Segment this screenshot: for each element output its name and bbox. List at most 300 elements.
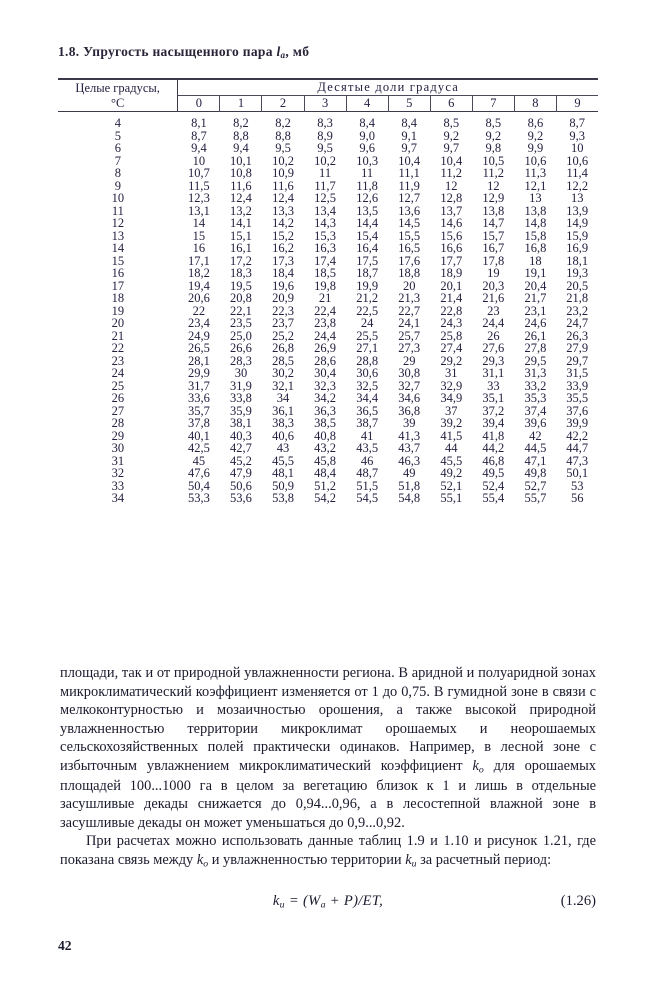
row-label: 4 — [114, 116, 122, 130]
table-cell: 23,5 — [230, 316, 252, 330]
table-row — [58, 217, 598, 230]
table-cell: 17,4 — [314, 253, 336, 268]
table-cell: 31,9 — [230, 378, 252, 393]
table-cell: 40,1 — [187, 428, 210, 443]
row-label: 32 — [111, 466, 125, 480]
table-cell: 31 — [445, 366, 458, 380]
table-cell: 20 — [402, 278, 416, 293]
table-cell: 18,4 — [272, 266, 294, 280]
table-cell: 28,3 — [230, 353, 252, 368]
table-cell: 29,9 — [187, 366, 210, 380]
table-cell: 14,4 — [356, 216, 379, 230]
table-cell: 49,5 — [482, 466, 505, 480]
table-cell: 47,9 — [230, 466, 252, 480]
row-label: 12 — [111, 216, 125, 230]
table-cell: 13,8 — [482, 203, 505, 218]
table-cell: 8,8 — [233, 128, 249, 143]
table-cell: 32,9 — [440, 378, 463, 393]
table-cell: 16,6 — [440, 241, 463, 255]
table-cell: 10,2 — [314, 153, 336, 168]
table-cell: 19,6 — [272, 278, 294, 293]
table-cell: 46,3 — [398, 453, 421, 468]
table-cell: 23 — [487, 303, 500, 318]
table-cell: 27,4 — [440, 341, 463, 355]
table-cell: 21,2 — [356, 291, 379, 305]
table-cell: 15,5 — [398, 228, 421, 243]
equation-wa-sub: a — [320, 899, 326, 911]
table-cell: 26 — [487, 328, 500, 343]
table-cell: 14 — [192, 216, 206, 230]
table-cell: 17,5 — [356, 253, 379, 268]
table-cell: 22,3 — [272, 303, 294, 318]
table-cell: 29 — [402, 353, 416, 368]
column-header-1: 1 — [220, 96, 262, 112]
table-cell: 27,1 — [356, 341, 379, 355]
row-label: 10 — [111, 191, 125, 205]
table-cell: 16,2 — [272, 241, 294, 255]
equation-rhs: + P)/ET, — [325, 893, 384, 909]
table-cell: 22,7 — [398, 303, 421, 318]
table-cell: 11,6 — [272, 178, 294, 193]
table-cell: 11,1 — [398, 166, 420, 180]
table-cell: 16,9 — [566, 241, 589, 255]
table-cell: 10,4 — [398, 153, 421, 168]
table-cell: 9,7 — [401, 141, 417, 155]
table-cell: 43,5 — [356, 441, 379, 455]
column-header-9: 9 — [574, 96, 581, 110]
table-cell: 13,9 — [566, 203, 589, 218]
table-cell: 31,7 — [187, 378, 210, 393]
table-row — [58, 342, 598, 355]
table-cell: 16 — [192, 241, 206, 255]
table-caption-symbol: $l_a$ — [276, 44, 286, 61]
table-cell: 37,4 — [524, 403, 547, 418]
table-cell: 55,7 — [524, 491, 547, 505]
table-cell: 8,2 — [275, 116, 291, 130]
table-cell: 11 — [319, 166, 332, 180]
table-cell: 11,2 — [440, 166, 462, 180]
table-cell: 11,4 — [566, 166, 588, 180]
table-cell: 10,2 — [272, 153, 294, 168]
paragraph-2-text-c: за расчетный период: — [416, 851, 552, 868]
row-label: 23 — [111, 353, 125, 368]
table-cell: 26,1 — [524, 328, 547, 343]
table-cell: 8,4 — [401, 116, 417, 130]
table-cell: 23,2 — [566, 303, 589, 318]
table-cell: 33,6 — [187, 391, 210, 405]
table-cell: 24,1 — [398, 316, 421, 330]
column-header-7: 7 — [472, 96, 514, 112]
table-cell: 11,9 — [398, 178, 420, 193]
table-cell: 12,3 — [187, 191, 210, 205]
table-cell: 8,6 — [527, 116, 544, 130]
table-cell: 8,7 — [569, 116, 586, 130]
column-header-3: 3 — [304, 96, 346, 112]
table-cell: 47,1 — [524, 453, 547, 468]
row-header-label: Целые градусы, °С — [58, 79, 178, 112]
table-cell: 16,8 — [524, 241, 547, 255]
paragraph-1-symbol-ko: $k_о$ — [472, 757, 484, 775]
table-cell: 10,6 — [524, 153, 547, 168]
table-cell: 12 — [487, 178, 500, 193]
table-cell: 17,8 — [482, 253, 505, 268]
row-label: 21 — [111, 328, 125, 343]
table-cell: 17,7 — [440, 253, 463, 268]
table-cell: 42,5 — [187, 441, 210, 455]
table-cell: 9,2 — [527, 128, 544, 143]
table-cell: 13,3 — [272, 203, 294, 218]
table-cell: 14,8 — [524, 216, 547, 230]
table-cell: 9,9 — [527, 141, 544, 155]
table-cell: 14,1 — [230, 216, 252, 230]
table-row — [58, 192, 598, 205]
table-cell: 11,3 — [524, 166, 547, 180]
table-cell: 39,6 — [524, 416, 547, 430]
table-cell: 31,3 — [524, 366, 547, 380]
table-caption-units: , мб — [285, 44, 310, 59]
table-row — [58, 142, 598, 155]
table-cell: 54,2 — [314, 491, 336, 505]
table-cell: 26,8 — [272, 341, 294, 355]
row-label: 14 — [111, 241, 125, 255]
table-cell: 45,2 — [230, 453, 252, 468]
table-cell: 33,8 — [230, 391, 252, 405]
table-row — [58, 442, 598, 455]
table-cell: 30,6 — [356, 366, 379, 380]
table-cell: 34,2 — [314, 391, 336, 405]
table-cell: 10,5 — [482, 153, 505, 168]
table-cell: 28,1 — [187, 353, 210, 368]
table-cell: 15,9 — [566, 228, 589, 243]
table-cell: 48,1 — [272, 466, 294, 480]
table-cell: 34 — [276, 391, 290, 405]
table-cell: 32,3 — [314, 378, 336, 393]
table-cell: 40,3 — [230, 428, 252, 443]
table-cell: 41,5 — [440, 428, 463, 443]
table-cell: 39 — [402, 416, 416, 430]
row-label: 18 — [111, 291, 125, 305]
paragraph-2-text-a: При расчетах можно использовать данные таблиц 1.9 и 1.10 и рисунок 1.21, где показана связь между — [60, 833, 596, 868]
table-cell: 35,1 — [482, 391, 505, 405]
table-cell: 39,4 — [482, 416, 505, 430]
table-cell: 44,5 — [524, 441, 547, 455]
paragraph-1 — [60, 664, 596, 832]
table-cell: 8,9 — [317, 128, 333, 143]
table-cell: 55,1 — [440, 491, 463, 505]
table-cell: 10,6 — [566, 153, 589, 168]
table-cell: 17,6 — [398, 253, 421, 268]
table-cell: 32,5 — [356, 378, 379, 393]
table-cell: 15,3 — [314, 228, 336, 243]
column-group-header: Десятые доли градуса — [178, 79, 598, 96]
table-cell: 29,5 — [524, 353, 547, 368]
table-cell: 37 — [445, 403, 458, 418]
table-cell: 13,2 — [230, 203, 252, 218]
table-cell: 32,1 — [272, 378, 294, 393]
table-cell: 13,1 — [187, 203, 210, 218]
table-cell: 53 — [570, 478, 584, 493]
table-cell: 37,8 — [187, 416, 210, 430]
table-cell: 15,8 — [524, 228, 547, 243]
table-cell: 48,7 — [356, 466, 379, 480]
table-cell: 49,8 — [524, 466, 547, 480]
table-cell: 16,7 — [482, 241, 505, 255]
table-cell: 12,2 — [566, 178, 589, 193]
table-cell: 19,9 — [356, 278, 379, 293]
table-cell: 26,5 — [187, 341, 210, 355]
table-cell: 19,4 — [187, 278, 210, 293]
table-cell: 21,4 — [440, 291, 463, 305]
row-label: 7 — [114, 153, 122, 168]
table-cell: 19,5 — [230, 278, 252, 293]
table-cell: 9,4 — [233, 141, 249, 155]
table-cell: 9,0 — [359, 128, 375, 143]
table-cell: 12,6 — [356, 191, 379, 205]
table-cell: 33 — [487, 378, 500, 393]
table-cell: 40,8 — [314, 428, 336, 443]
table-cell: 28,6 — [314, 353, 336, 368]
table-cell: 35,5 — [566, 391, 589, 405]
table-cell: 15,6 — [440, 228, 463, 243]
table-cell: 22,8 — [440, 303, 463, 318]
table-cell: 12,1 — [524, 178, 547, 193]
table-cell: 12,9 — [482, 191, 505, 205]
table-cell: 20,9 — [272, 291, 294, 305]
row-label: 8 — [114, 166, 122, 180]
table-cell: 9,6 — [359, 141, 375, 155]
table-cell: 18 — [529, 253, 542, 268]
table-cell: 12,8 — [440, 191, 463, 205]
equation-lhs-sub: и — [279, 899, 285, 911]
row-label: 13 — [111, 228, 125, 243]
table-cell: 41,3 — [398, 428, 421, 443]
table-cell: 20,4 — [524, 278, 547, 293]
table-cell: 49,2 — [440, 466, 463, 480]
table-cell: 9,2 — [443, 128, 460, 143]
table-cell: 51,2 — [314, 478, 336, 493]
table-cell: 16,1 — [230, 241, 252, 255]
table-cell: 30,4 — [314, 366, 336, 380]
table-cell: 30,2 — [272, 366, 294, 380]
table-cell: 11,7 — [314, 178, 336, 193]
paragraph-1-text-a: площади, так и от природной увлажненности региона. В аридной и полуаридной зонах микроклиматический коэффициент изменяется от 1 до 0,75. В гумидной зоне в связи с мелкоконтурностью и мозаичностью орошения, а также высокой природной увлажненностью территории микроклимат орошаемых и неорошаемых сельскохозяйственных полей практически одинаков. Например, в лесной зоне с избыточным увлажнением микроклиматический коэффициент — [60, 665, 596, 774]
table-cell: 36,3 — [314, 403, 336, 418]
table-cell: 15,2 — [272, 228, 294, 243]
row-label: 34 — [111, 491, 125, 505]
row-label: 24 — [111, 366, 125, 380]
table-cell: 46 — [360, 453, 374, 468]
table-cell: 18,3 — [230, 266, 252, 280]
table-cell: 34,6 — [398, 391, 421, 405]
table-cell: 8,3 — [317, 116, 333, 130]
table-cell: 8,5 — [443, 116, 460, 130]
table-cell: 41 — [360, 428, 374, 443]
table-caption-text: Упругость насыщенного пара — [83, 44, 273, 59]
table-cell: 50,1 — [566, 466, 589, 480]
table-cell: 9,4 — [191, 141, 207, 155]
table-cell: 39,2 — [440, 416, 463, 430]
table-cell: 42 — [529, 428, 542, 443]
column-header-4: 4 — [346, 96, 388, 112]
table-cell: 9,3 — [569, 128, 586, 143]
table-cell: 49 — [402, 466, 416, 480]
row-label: 19 — [111, 303, 125, 318]
table-cell: 22,5 — [356, 303, 379, 318]
table-cell: 25,0 — [230, 328, 252, 343]
table-cell: 48,4 — [314, 466, 336, 480]
table-cell: 40,6 — [272, 428, 294, 443]
table-cell: 14,3 — [314, 216, 336, 230]
table-cell: 50,6 — [230, 478, 252, 493]
table-caption — [58, 44, 309, 60]
table-cell: 9,5 — [275, 141, 291, 155]
table-cell: 31,1 — [482, 366, 505, 380]
table-cell: 52,7 — [524, 478, 547, 493]
table-cell: 26,6 — [230, 341, 252, 355]
table-cell: 20,3 — [482, 278, 505, 293]
table-cell: 11 — [361, 166, 374, 180]
table-cell: 12,4 — [272, 191, 294, 205]
equation-mid: = (W — [284, 893, 321, 909]
table-cell: 13,5 — [356, 203, 379, 218]
row-label: 33 — [111, 478, 125, 493]
table-cell: 8,7 — [191, 128, 207, 143]
table-cell: 13 — [570, 191, 584, 205]
table-cell: 34,4 — [356, 391, 379, 405]
table-cell: 10,8 — [230, 166, 252, 180]
table-row — [58, 367, 598, 380]
table-cell: 53,8 — [272, 491, 294, 505]
table-cell: 8,4 — [359, 116, 375, 130]
table-cell: 18,9 — [440, 266, 463, 280]
table-cell: 10 — [570, 141, 584, 155]
table-cell: 24,3 — [440, 316, 463, 330]
paragraph-1-text-b: для орошаемых площадей 100...1000 га в целом за вегетацию близок к 1 и лишь в отдельные засушливые декады снижается до 0,94...0,96, а в лесостепной влажной зоне в засушливые декады он может уменьшаться до 0,9...0,92. — [60, 757, 597, 831]
table-cell: 23,8 — [314, 316, 336, 330]
table-row — [58, 492, 598, 509]
table-cell: 8,5 — [485, 116, 502, 130]
table-cell: 13,7 — [440, 203, 463, 218]
table-cell: 24,4 — [482, 316, 505, 330]
equation-expression — [60, 893, 596, 910]
row-label: 27 — [111, 403, 125, 418]
table-cell: 44 — [445, 441, 458, 455]
table-body — [58, 112, 598, 509]
table-cell: 26,3 — [566, 328, 589, 343]
table-cell: 54,5 — [356, 491, 379, 505]
table-cell: 18,2 — [187, 266, 210, 280]
paragraph-2-symbol-ku: $k_и$ — [405, 851, 417, 869]
table-cell: 26,9 — [314, 341, 336, 355]
table-cell: 17,3 — [272, 253, 294, 268]
table-cell: 23,1 — [524, 303, 547, 318]
table-cell: 14,5 — [398, 216, 421, 230]
table-cell: 15,4 — [356, 228, 379, 243]
table-cell: 32,7 — [398, 378, 421, 393]
table-cell: 47,3 — [566, 453, 589, 468]
table-cell: 35,9 — [230, 403, 252, 418]
table-cell: 12 — [445, 178, 458, 193]
column-header-0: 0 — [178, 96, 220, 112]
table-cell: 50,9 — [272, 478, 294, 493]
body-text — [60, 664, 596, 871]
column-header-8: 8 — [514, 96, 556, 112]
table-cell: 15,1 — [230, 228, 252, 243]
table-cell: 31,5 — [566, 366, 589, 380]
table-cell: 18,1 — [566, 253, 589, 268]
table-cell: 39,9 — [566, 416, 589, 430]
table-cell: 14,9 — [566, 216, 589, 230]
table-cell: 18,8 — [398, 266, 421, 280]
table-cell: 11,8 — [356, 178, 378, 193]
table-cell: 55,4 — [482, 491, 505, 505]
table-cell: 25,8 — [440, 328, 463, 343]
table-cell: 21,8 — [566, 291, 589, 305]
table-cell: 21,3 — [398, 291, 421, 305]
table-cell: 9,1 — [401, 128, 417, 143]
table-cell: 43 — [276, 441, 290, 455]
table-cell: 30,8 — [398, 366, 421, 380]
table-cell: 20,1 — [440, 278, 463, 293]
table-cell: 15,7 — [482, 228, 505, 243]
table-caption-number: 1.8. — [58, 44, 80, 59]
table-cell: 30 — [234, 366, 248, 380]
table-row — [58, 467, 598, 480]
table-cell: 9,7 — [443, 141, 460, 155]
table-cell: 36,1 — [272, 403, 294, 418]
table-cell: 9,8 — [485, 141, 502, 155]
row-label: 28 — [111, 416, 125, 430]
table-cell: 52,1 — [440, 478, 463, 493]
table-cell: 17,1 — [187, 253, 210, 268]
table-cell: 13,6 — [398, 203, 421, 218]
table-cell: 38,1 — [230, 416, 252, 430]
table-cell: 44,2 — [482, 441, 505, 455]
table-cell: 15 — [192, 228, 206, 243]
table-cell: 11,2 — [482, 166, 505, 180]
table-cell: 21 — [318, 291, 332, 305]
row-label: 25 — [111, 378, 125, 393]
table-cell: 27,3 — [398, 341, 421, 355]
table-cell: 29,7 — [566, 353, 589, 368]
table-cell: 22,4 — [314, 303, 336, 318]
saturation-vapor-pressure-table — [58, 78, 598, 509]
row-label: 17 — [111, 278, 125, 293]
table-cell: 19 — [487, 266, 500, 280]
table-cell: 33,9 — [566, 378, 589, 393]
table-cell: 33,2 — [524, 378, 547, 393]
row-label: 5 — [114, 128, 122, 143]
table-cell: 10,4 — [440, 153, 463, 168]
column-header-2: 2 — [262, 96, 304, 112]
table-cell: 28,5 — [272, 353, 294, 368]
column-header-6: 6 — [430, 96, 472, 112]
table-cell: 38,5 — [314, 416, 336, 430]
table-cell: 35,7 — [187, 403, 210, 418]
table-cell: 8,1 — [191, 116, 207, 130]
table-cell: 14,6 — [440, 216, 463, 230]
table-cell: 13,4 — [314, 203, 336, 218]
table-cell: 20,6 — [187, 291, 210, 305]
table-cell: 16,3 — [314, 241, 336, 255]
table-cell: 22 — [192, 303, 206, 318]
table-cell: 42,2 — [566, 428, 589, 443]
table-cell: 21,6 — [482, 291, 505, 305]
table-cell: 41,8 — [482, 428, 505, 443]
table-cell: 47,6 — [187, 466, 210, 480]
table-cell: 34,9 — [440, 391, 463, 405]
table-row — [58, 242, 598, 255]
